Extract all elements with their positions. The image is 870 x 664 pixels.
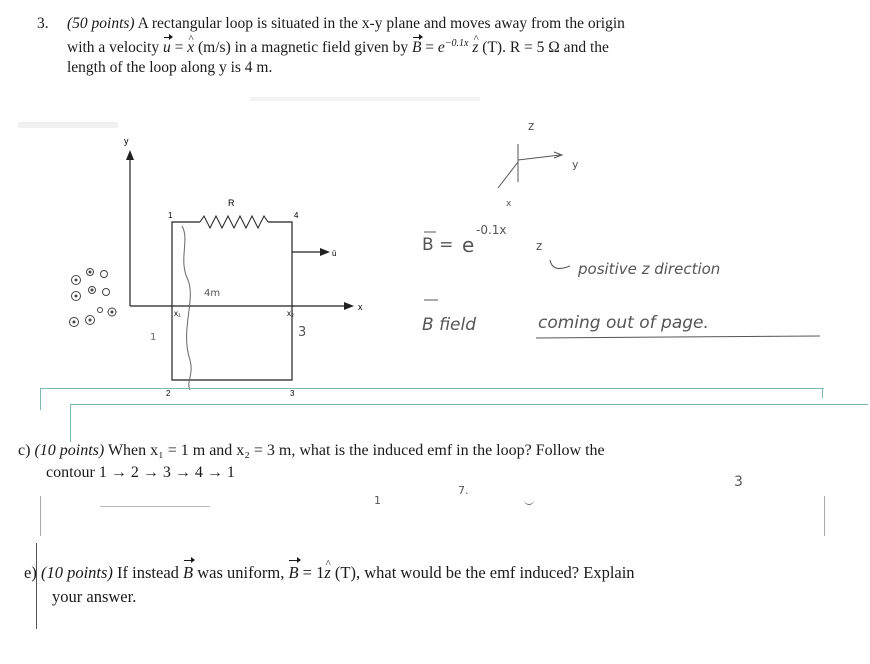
- corner-1-label: 1: [168, 211, 173, 220]
- scribble-arc: [524, 498, 534, 505]
- y-axis-label: y: [124, 136, 129, 146]
- e-b-vector-2: B: [288, 561, 298, 585]
- teal-box-top: [70, 404, 868, 405]
- question-e: [24, 561, 844, 609]
- note-z-axis: z: [528, 119, 535, 133]
- scribble-7: 7.: [458, 484, 469, 497]
- handwritten-notes: [420, 110, 840, 370]
- problem-points: (50 points): [67, 15, 135, 32]
- problem-number: 3.: [37, 15, 49, 32]
- question-c-label: c): [18, 442, 31, 459]
- divider-top: [40, 388, 824, 389]
- note-b-exp: -0.1x: [476, 223, 507, 237]
- question-c: [18, 440, 818, 484]
- margin-line-right: [824, 496, 825, 536]
- e-b-vector: B: [183, 561, 193, 585]
- note-y-axis: y: [572, 158, 579, 171]
- note-positive-z: positive z direction: [578, 260, 721, 278]
- velocity-arrow-head: [320, 248, 330, 256]
- scribble-3: 3: [734, 474, 743, 490]
- x2-label: x₂: [287, 309, 295, 318]
- problem-line-2: with a velocity u = ^ x (m/s) in a magnetic field given by $B = e^{-0.1x}$ ^ z (T). R = 5 Ω and the: [67, 34, 847, 58]
- hand-3: 3: [298, 325, 307, 340]
- note-b-z: z: [536, 239, 543, 253]
- divider-right-tick: [822, 388, 823, 398]
- x-axis-arrow: [344, 302, 354, 310]
- loop-diagram: [40, 130, 420, 410]
- problem-line-3: length of the loop along y is 4 m.: [67, 59, 273, 77]
- faint-line: [100, 506, 210, 507]
- note-coming-out: coming out of page.: [538, 313, 709, 333]
- note-b-base: e: [462, 233, 475, 257]
- x-hat: ^ x: [187, 38, 194, 58]
- y-axis-arrow: [126, 150, 134, 160]
- note-x-axis: x: [506, 199, 512, 209]
- hand-4m: 4m: [204, 288, 221, 299]
- hand-1: 1: [150, 332, 157, 343]
- x-axis-sketch: [498, 162, 518, 188]
- velocity-label: ū: [332, 249, 337, 258]
- margin-line: [40, 496, 41, 536]
- note-hook: [550, 260, 570, 268]
- problem-line-1: (50 points) A rectangular loop is situated in the x-y plane and moves away from the origin: [67, 15, 625, 32]
- question-e-line-2: your answer.: [52, 587, 137, 606]
- teal-box-left: [70, 404, 71, 442]
- problem-statement: [37, 14, 847, 78]
- x1-label: x₁: [174, 309, 181, 318]
- hand-brace: [182, 226, 191, 390]
- question-e-line-1: e) (10 points) If instead B was uniform, B = 1^ z (T), what would be the emf induced? Explain: [24, 561, 844, 585]
- note-b-field: B field: [422, 315, 477, 335]
- corner-3-label: 3: [290, 389, 295, 398]
- note-b-eq: B =: [422, 235, 454, 255]
- corner-4-label: 4: [294, 211, 299, 220]
- b-vector: B: [411, 39, 422, 57]
- u-vector: u: [163, 39, 171, 57]
- scan-smudge: [250, 97, 480, 101]
- corner-2-label: 2: [166, 389, 171, 398]
- resistor-icon: [200, 216, 268, 228]
- y-axis-sketch: [518, 155, 560, 160]
- question-e-points: (10 points): [40, 563, 113, 582]
- question-e-label: e): [24, 563, 37, 582]
- question-c-points: (10 points): [34, 442, 105, 459]
- resistor-label: R: [228, 198, 235, 208]
- e-z-hat: ^ z: [324, 561, 330, 585]
- z-hat: ^ z: [472, 38, 478, 58]
- question-c-line-2: contour 1 → 2 → 3 → 4 → 1: [46, 464, 235, 481]
- divider-left-tick: [40, 388, 41, 410]
- scribble-1: 1: [374, 494, 381, 507]
- x-axis-label: x: [358, 302, 363, 312]
- note-underline: [536, 336, 820, 338]
- b-field-dots: [70, 269, 117, 327]
- question-c-line-1: c) (10 points) When x₁ = 1 m and x₂ = 3 m, what is the induced emf in the loop? Follow the: [18, 442, 605, 459]
- scan-smudge: [18, 122, 118, 128]
